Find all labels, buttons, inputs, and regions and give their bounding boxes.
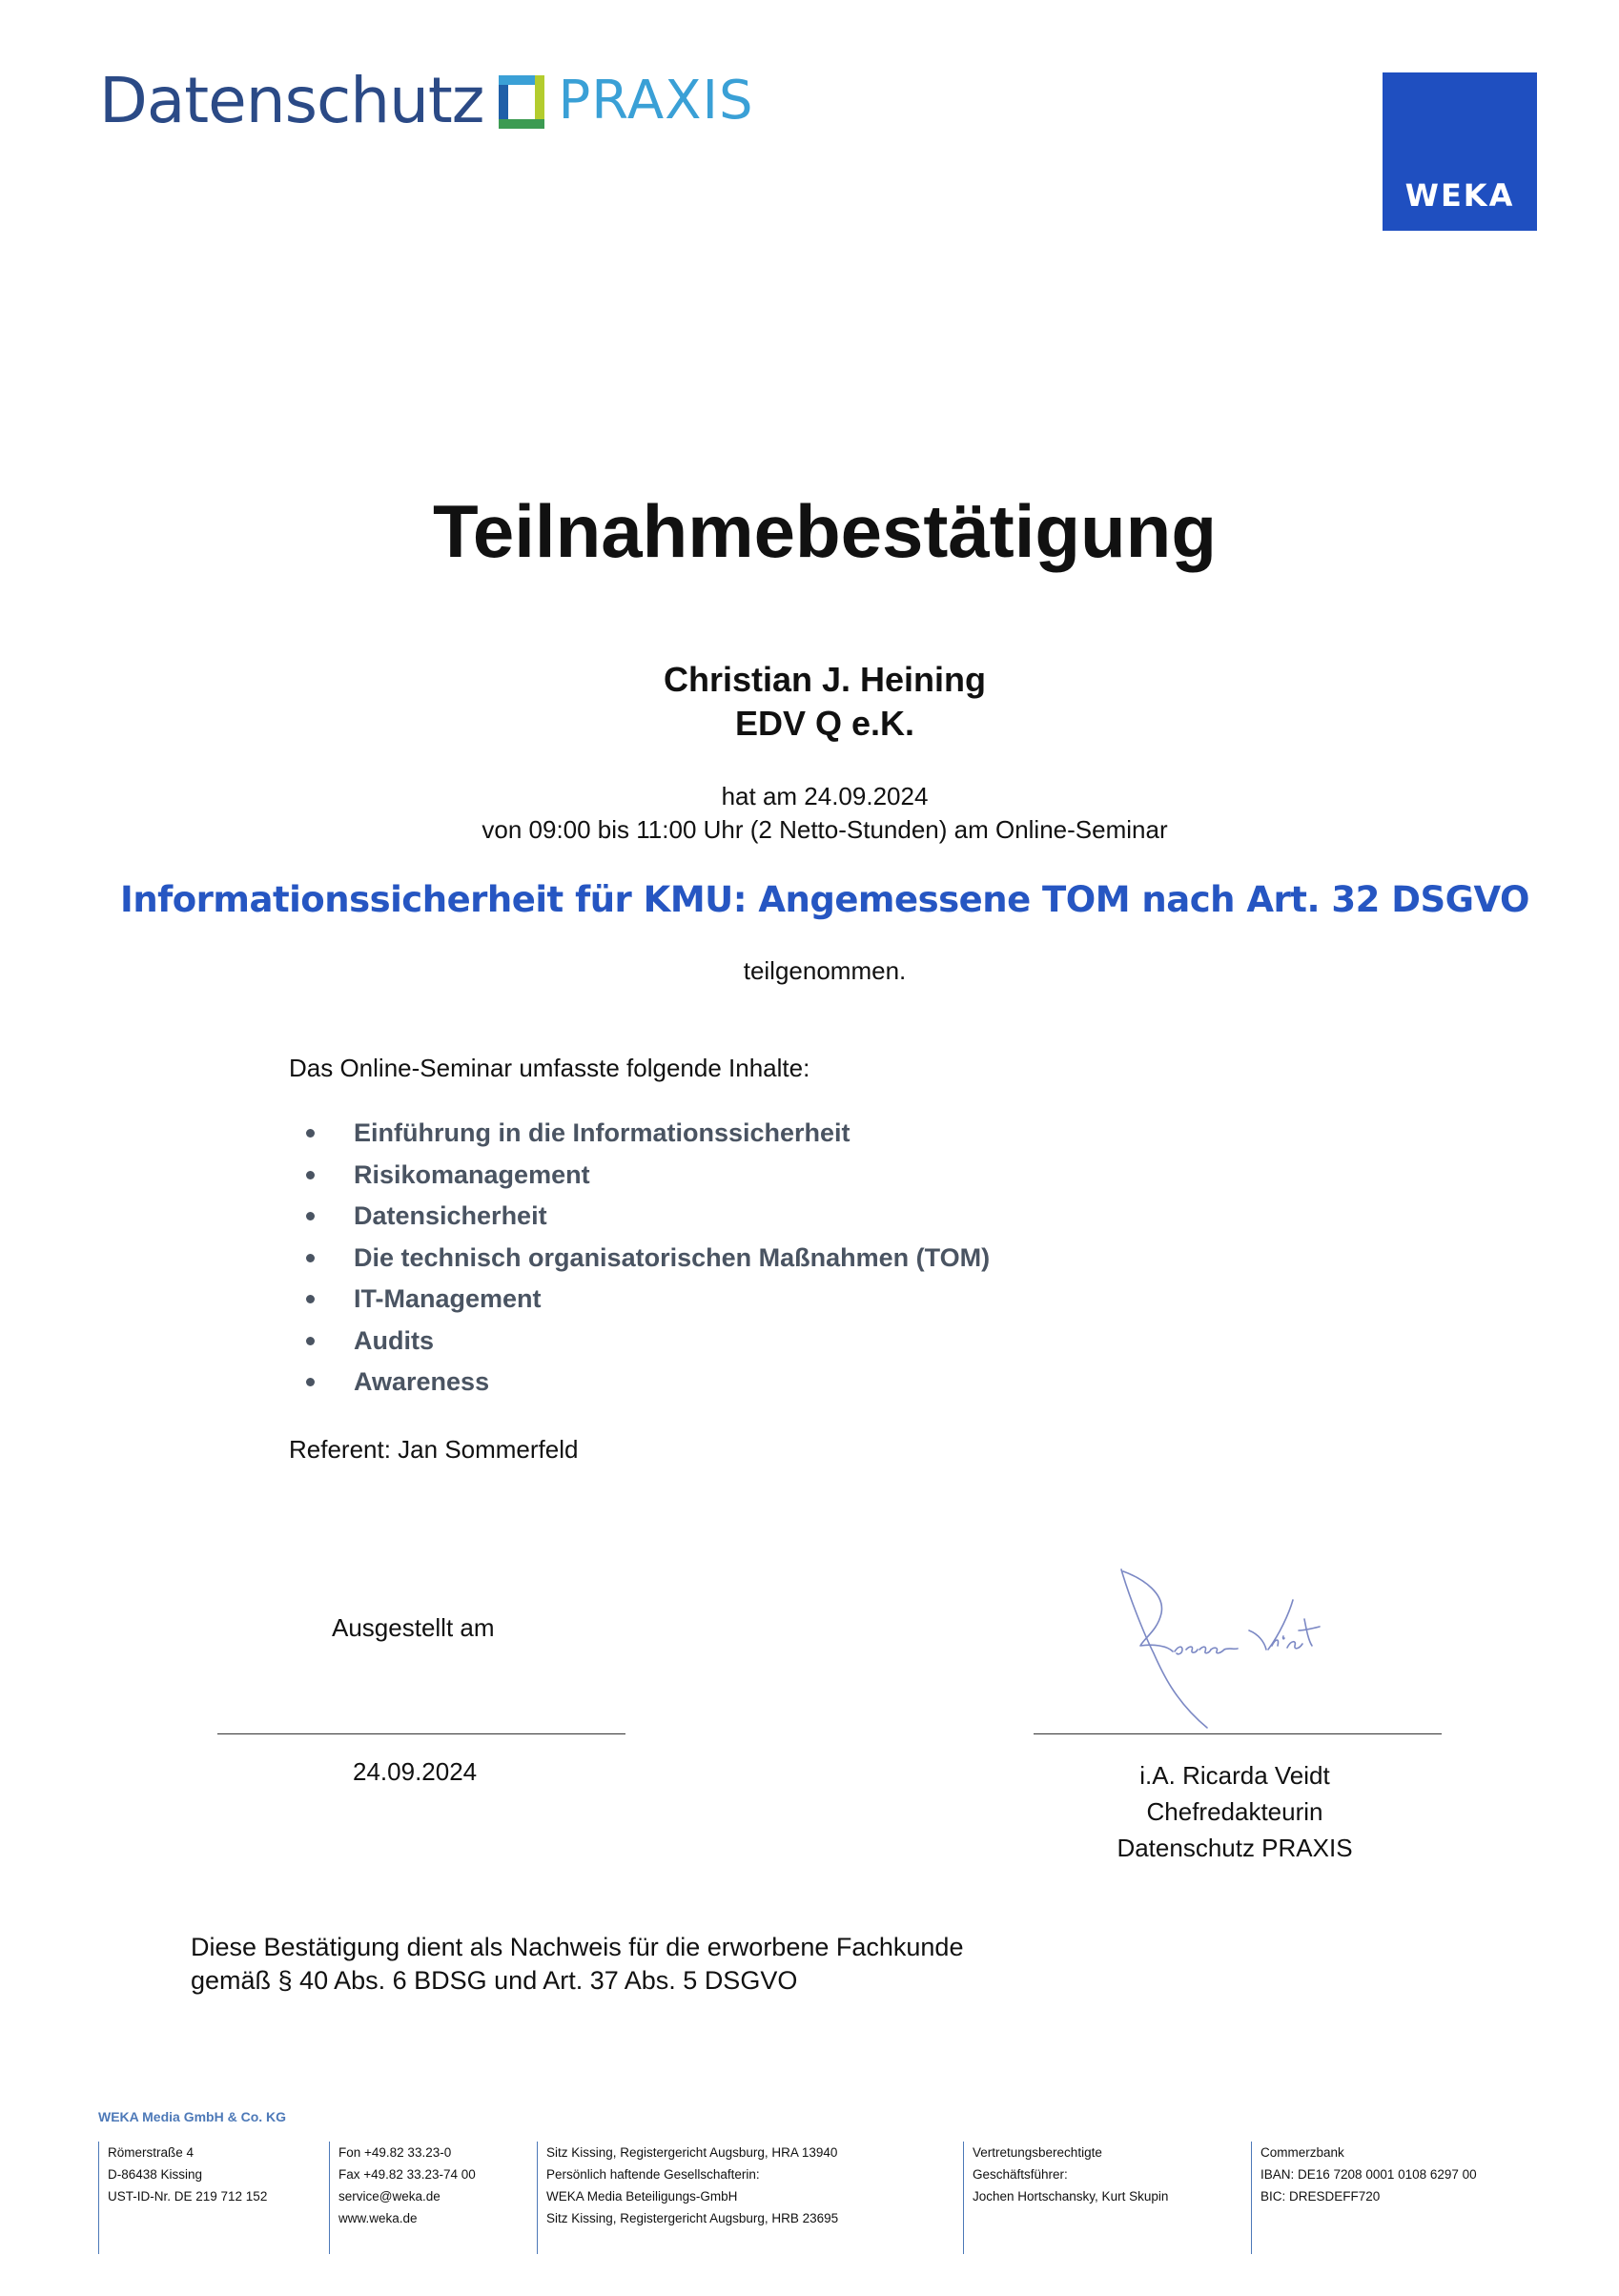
footer-line: Sitz Kissing, Registergericht Augsburg, HRA 13940 xyxy=(546,2145,838,2160)
bullet-icon xyxy=(306,1337,315,1345)
topic-item xyxy=(289,1116,990,1158)
footer-management-column xyxy=(963,2142,1168,2254)
footer-line: service@weka.de xyxy=(338,2189,441,2204)
footer-line: Vertretungsberechtigte xyxy=(973,2145,1102,2160)
bullet-icon xyxy=(306,1254,315,1262)
bullet-icon xyxy=(306,1378,315,1386)
signer-organization: Datenschutz PRAXIS xyxy=(1117,1834,1353,1862)
topic-item xyxy=(289,1281,990,1323)
footer-line: Fax +49.82 33.23-74 00 xyxy=(338,2167,476,2182)
topic-label: Datensicherheit xyxy=(354,1201,547,1230)
footer-line: IBAN: DE16 7208 0001 0108 6297 00 xyxy=(1260,2167,1477,2182)
footer-line: BIC: DRESDEFF720 xyxy=(1260,2189,1381,2204)
weka-logo-text: WEKA xyxy=(1404,177,1515,214)
issued-date: 24.09.2024 xyxy=(353,1757,478,1786)
topic-label: Audits xyxy=(354,1325,434,1355)
seminar-title: Informationssicherheit für KMU: Angemessene TOM nach Art. 32 DSGVO xyxy=(120,879,1529,920)
footer-line: WEKA Media Beteiligungs-GmbH xyxy=(546,2189,738,2204)
issued-label: Ausgestellt am xyxy=(332,1613,495,1642)
proof-line-1: Diese Bestätigung dient als Nachweis für die erworbene Fachkunde xyxy=(191,1933,964,1961)
footer-line: Commerzbank xyxy=(1260,2145,1344,2160)
bullet-icon xyxy=(306,1295,315,1303)
certificate-title: Teilnahmebestätigung xyxy=(433,489,1217,573)
bullet-icon xyxy=(306,1212,315,1220)
bullet-icon xyxy=(306,1171,315,1179)
referent: Referent: Jan Sommerfeld xyxy=(289,1435,579,1464)
footer-line: Sitz Kissing, Registergericht Augsburg, HRB 23695 xyxy=(546,2211,839,2225)
topic-item xyxy=(289,1240,990,1282)
footer-contact-column xyxy=(329,2142,476,2254)
topic-label: Risikomanagement xyxy=(354,1159,590,1189)
topic-item xyxy=(289,1199,990,1240)
footer-registry-column xyxy=(537,2142,838,2254)
topic-label: Die technisch organisatorischen Maßnahmen (TOM) xyxy=(354,1242,991,1272)
proof-line-2: gemäß § 40 Abs. 6 BDSG und Art. 37 Abs. 5 DSGVO xyxy=(191,1966,798,1995)
footer-bank-column xyxy=(1251,2142,1477,2254)
footer-line: Fon +49.82 33.23-0 xyxy=(338,2145,452,2160)
footer-line: Persönlich haftende Gesellschafterin: xyxy=(546,2167,760,2182)
signer-signature-line xyxy=(1034,1733,1442,1734)
date-signature-line xyxy=(217,1733,625,1734)
footer-address-column xyxy=(98,2142,267,2254)
contents-intro: Das Online-Seminar umfasste folgende Inhalte: xyxy=(289,1054,810,1082)
footer-line: Römerstraße 4 xyxy=(108,2145,195,2160)
brand-frame-icon xyxy=(493,72,550,133)
participant-company: EDV Q e.K. xyxy=(734,704,915,743)
attendance-time: von 09:00 bis 11:00 Uhr (2 Netto-Stunden) am Online-Seminar xyxy=(482,815,1168,844)
participant-name: Christian J. Heining xyxy=(663,660,987,699)
datenschutz-praxis-logo xyxy=(99,57,754,143)
topic-item xyxy=(289,1323,990,1365)
footer-company-name: WEKA Media GmbH & Co. KG xyxy=(98,2109,287,2124)
signer-role: Chefredakteurin xyxy=(1146,1797,1323,1826)
footer-line: UST-ID-Nr. DE 219 712 152 xyxy=(108,2189,268,2204)
topic-item xyxy=(289,1158,990,1199)
brand-word-datenschutz: Datenschutz xyxy=(99,63,484,137)
brand-word-praxis: PRAXIS xyxy=(558,69,754,132)
topic-label: Awareness xyxy=(354,1367,490,1396)
topic-label: Einführung in die Informationssicherheit xyxy=(354,1118,850,1147)
weka-logo xyxy=(1383,72,1537,231)
participated-text: teilgenommen. xyxy=(743,956,907,985)
signer-block xyxy=(1049,1757,1421,1866)
attendance-date: hat am 24.09.2024 xyxy=(721,782,929,810)
bullet-icon xyxy=(306,1129,315,1138)
footer-line: D-86438 Kissing xyxy=(108,2167,203,2182)
footer-line: www.weka.de xyxy=(338,2211,418,2225)
footer-line: Jochen Hortschansky, Kurt Skupin xyxy=(973,2189,1169,2204)
topic-item xyxy=(289,1364,990,1406)
handwritten-signature xyxy=(1116,1558,1363,1733)
proof-statement xyxy=(191,1931,963,1998)
topics-list xyxy=(289,1116,990,1406)
footer-line: Geschäftsführer: xyxy=(973,2167,1068,2182)
topic-label: IT-Management xyxy=(354,1284,542,1313)
signer-name: i.A. Ricarda Veidt xyxy=(1139,1761,1330,1790)
